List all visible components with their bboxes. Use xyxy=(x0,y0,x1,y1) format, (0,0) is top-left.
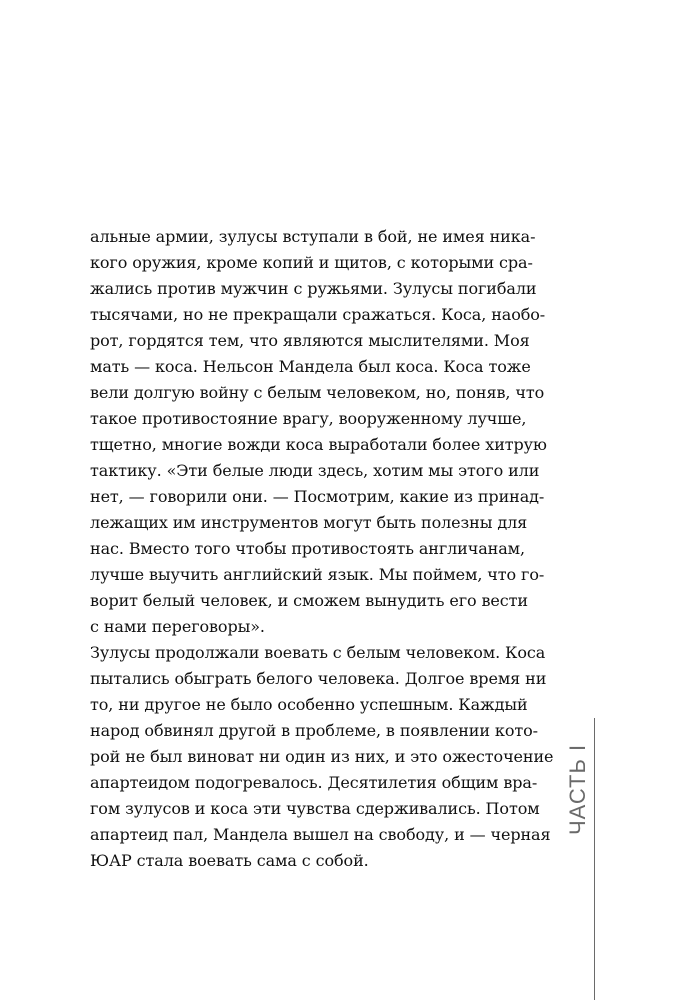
text-line: жались против мужчин с ружьями. Зулусы погибали xyxy=(90,279,537,298)
text-line: гом зулусов и коса эти чувства сдерживались. Потом xyxy=(90,799,540,818)
text-line: ворит белый человек, и сможем вынудить его вести xyxy=(90,591,528,610)
part-label xyxy=(560,725,590,845)
text-line: рой не был виноват ни один из них, и это ожесточение xyxy=(90,747,554,766)
text-line: кого оружия, кроме копий и щитов, с которыми сра- xyxy=(90,253,533,272)
text-line: нет, — говорили они. — Посмотрим, какие из принад- xyxy=(90,487,545,506)
text-line: апартеид пал, Мандела вышел на свободу, и — черная xyxy=(90,825,551,844)
text-line: рот, гордятся тем, что являются мыслителями. Моя xyxy=(90,331,530,350)
text-line: нас. Вместо того чтобы противостоять англичанам, xyxy=(90,539,525,558)
text-line: пытались обыграть белого человека. Долгое время ни xyxy=(90,669,547,688)
text-line: тысячами, но не прекращали сражаться. Коса, наобо- xyxy=(90,305,546,324)
part-label-text: ЧАСТЬ I xyxy=(565,743,590,835)
text-line: народ обвинял другой в проблеме, в появлении кото- xyxy=(90,721,538,740)
text-line: альные армии, зулусы вступали в бой, не имея ника- xyxy=(90,227,536,246)
text-line: тактику. «Эти белые люди здесь, хотим мы этого или xyxy=(90,461,540,480)
text-line: лежащих им инструментов могут быть полезны для xyxy=(90,513,528,532)
text-line: вели долгую войну с белым человеком, но, поняв, что xyxy=(90,383,545,402)
text-line: с нами переговоры». xyxy=(90,617,265,636)
text-line: мать — коса. Нельсон Мандела был коса. Коса тоже xyxy=(90,357,531,376)
part-divider-line xyxy=(594,718,595,1000)
text-line: апартеидом подогревалось. Десятилетия общим вра- xyxy=(90,773,538,792)
text-line: тщетно, многие вожди коса выработали более хитрую xyxy=(90,435,547,454)
text-line: лучше выучить английский язык. Мы поймем, что го- xyxy=(90,565,545,584)
text-line: Зулусы продолжали воевать с белым человеком. Коса xyxy=(90,643,546,662)
text-line: ЮАР стала воевать сама с собой. xyxy=(90,851,369,870)
text-line: то, ни другое не было особенно успешным. Каждый xyxy=(90,695,528,714)
text-line: такое противостояние врагу, вооруженному лучше, xyxy=(90,409,527,428)
body-text xyxy=(90,224,564,874)
